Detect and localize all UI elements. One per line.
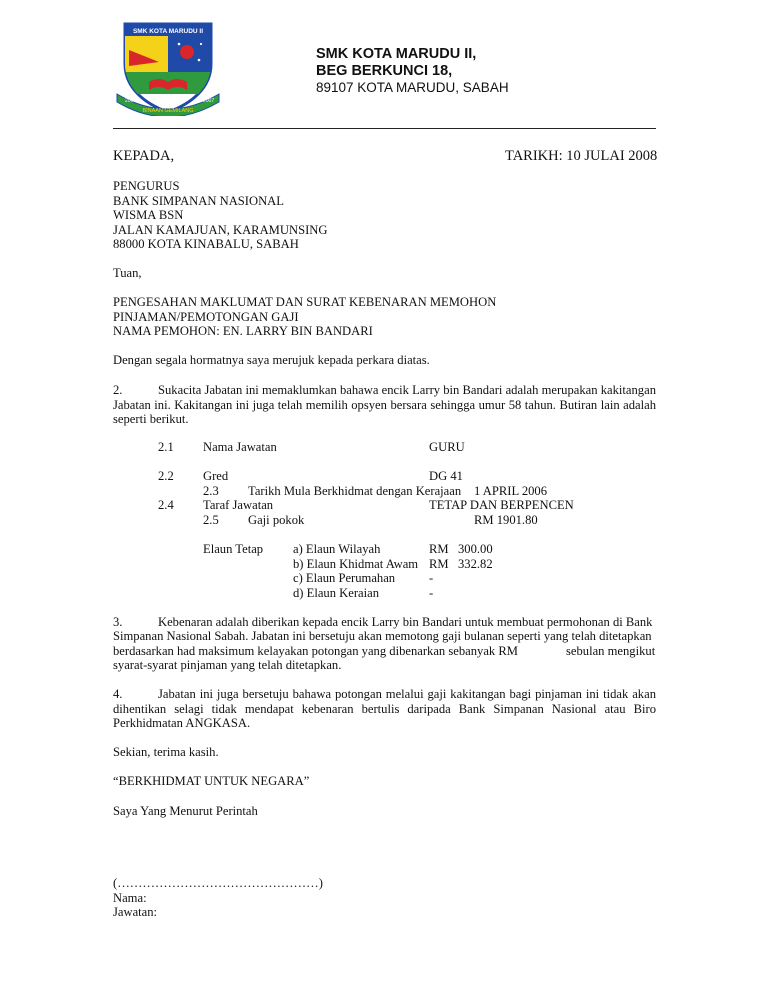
para3-line: berdasarkan had maksimum kelayakan potongan yang dibenarkan sebanyak RM — [113, 644, 518, 658]
allowance-amount: 332.82 — [458, 557, 493, 571]
recipient-line: PENGURUS — [113, 179, 180, 193]
allowance-name: c) Elaun Perumahan — [293, 571, 396, 585]
para3-line: sebulan mengikut — [566, 644, 656, 658]
crest-year-right: 2007 — [203, 98, 215, 104]
detail-label: Gaji pokok — [248, 513, 305, 527]
allowance-currency: - — [429, 586, 434, 600]
para2-text: Sukacita Jabatan ini memaklumkan bahawa encik Larry bin Bandari adalah merupakan kakitangan Jabatan ini. Kakitangan ini juga telah memilih opsyen bersara sehingga umur 58 tahun. Butiran lain adalah seperti berikut. — [113, 383, 656, 426]
signoff: Saya Yang Menurut Perintah — [113, 804, 258, 818]
closing: Sekian, terima kasih. — [113, 745, 219, 759]
detail-num: 2.1 — [158, 440, 174, 454]
opening-sentence: Dengan segala hormatnya saya merujuk kepada perkara diatas. — [113, 353, 430, 367]
school-crest-logo — [115, 20, 221, 116]
detail-value: TETAP DAN BERPENCEN — [429, 498, 574, 512]
salutation: Tuan, — [113, 266, 142, 280]
allowance-amount: 300.00 — [458, 542, 493, 556]
school-name: SMK KOTA MARUDU II, — [316, 46, 477, 62]
school-address-line-2: 89107 KOTA MARUDU, SABAH — [316, 80, 509, 95]
detail-num: 2.3 — [203, 484, 219, 498]
crest-year-left: 2008 — [125, 98, 137, 104]
allowance-name: a) Elaun Wilayah — [293, 542, 381, 556]
subject-line: PENGESAHAN MAKLUMAT DAN SURAT KEBENARAN MEMOHON — [113, 295, 497, 309]
detail-label: Taraf Jawatan — [203, 498, 274, 512]
allowance-currency: RM — [429, 542, 449, 556]
detail-num: 2.2 — [158, 469, 174, 483]
recipient-line: 88000 KOTA KINABALU, SABAH — [113, 237, 299, 251]
allowance-name: b) Elaun Khidmat Awam — [293, 557, 419, 571]
recipient-line: WISMA BSN — [113, 208, 184, 222]
para4-text: Jabatan ini juga bersetuju bahawa potongan melalui gaji kakitangan bagi pinjaman ini tidak akan dihentikan selagi tidak mendapat kebenaran bertulis daripada Bank Simpanan Nasional atau Biro Perkhidmatan ANGKASA. — [113, 687, 656, 730]
allowance-currency: RM — [429, 557, 449, 571]
allowance-currency: - — [429, 571, 434, 585]
subject-line: PINJAMAN/PEMOTONGAN GAJI — [113, 309, 299, 324]
allowance-label: Elaun Tetap — [203, 542, 264, 556]
detail-label: Gred — [203, 469, 229, 483]
motto: “BERKHIDMAT UNTUK NEGARA” — [113, 774, 310, 788]
recipient-address — [113, 179, 327, 252]
position-label: Jawatan: — [113, 905, 158, 919]
school-address-line-1: BEG BERKUNCI 18, — [316, 63, 453, 79]
detail-num: 2.4 — [158, 498, 174, 512]
detail-value: DG 41 — [429, 469, 463, 483]
crest-top-text: SMK KOTA MARUDU II — [132, 28, 204, 35]
detail-label: Nama Jawatan — [203, 440, 277, 454]
subject-block — [113, 295, 496, 339]
para3-number: 3. — [113, 615, 123, 629]
subject-line: NAMA PEMOHON: EN. LARRY BIN BANDARI — [113, 324, 373, 338]
name-label: Nama: — [113, 891, 147, 905]
para4-number: 4. — [113, 687, 123, 701]
letter-date: TARIKH: 10 JULAI 2008 — [505, 148, 658, 164]
signature-line: (…………………………………………) — [113, 876, 323, 890]
detail-value: 1 APRIL 2006 — [474, 484, 548, 498]
crest-motto: BINAAN GEMILANG — [142, 108, 194, 114]
allowance-name: d) Elaun Keraian — [293, 586, 380, 600]
to-label: KEPADA, — [113, 148, 175, 164]
para3-line: syarat-syarat pinjaman yang telah ditetapkan. — [113, 658, 342, 672]
detail-label: Tarikh Mula Berkhidmat dengan Kerajaan — [248, 484, 462, 498]
para3-line: Kebenaran adalah diberikan kepada encik Larry bin Bandari untuk membuat permohonan di Bank — [158, 615, 653, 629]
para2-number: 2. — [113, 383, 123, 397]
recipient-line: BANK SIMPANAN NASIONAL — [113, 193, 284, 208]
detail-num: 2.5 — [203, 513, 219, 527]
letterhead-divider — [113, 128, 656, 129]
detail-value: GURU — [429, 440, 465, 454]
recipient-line: JALAN KAMAJUAN, KARAMUNSING — [113, 222, 328, 237]
detail-value: RM 1901.80 — [474, 513, 538, 527]
para3-line: Simpanan Nasional Sabah. Jabatan ini bersetuju akan memotong gaji bulanan seperti yang telah ditetapkan — [113, 629, 652, 643]
